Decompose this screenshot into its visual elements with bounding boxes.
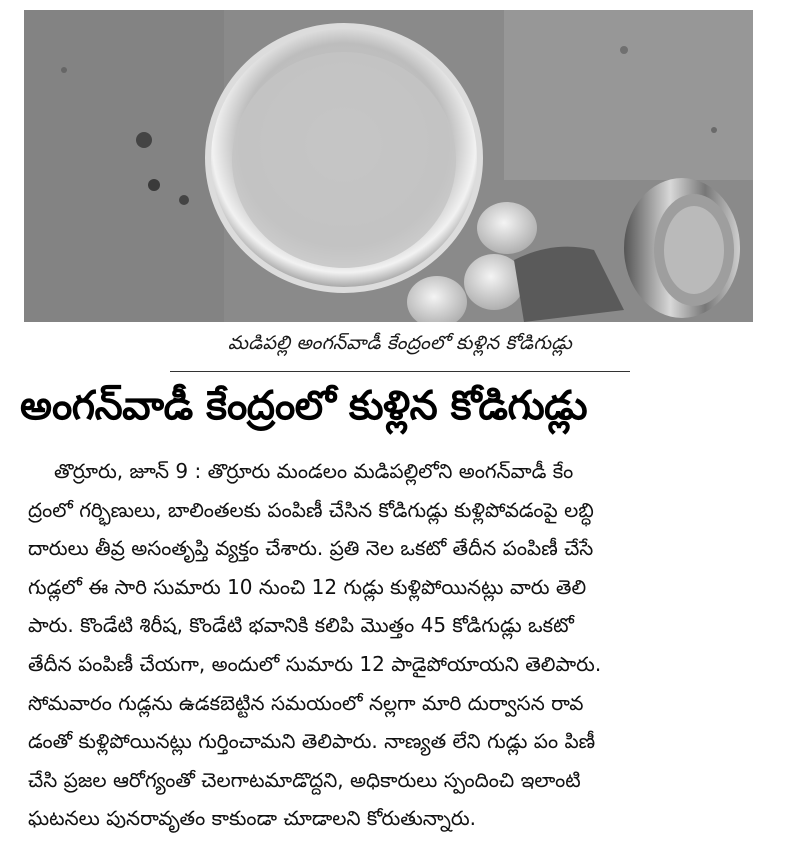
article-line: డంతో కుళ్లిపోయినట్లు గుర్తించామని తెలిపారు. నాణ్యత లేని గుడ్లు పం పిణీ (28, 729, 596, 754)
article-line: ద్రంలో గర్భిణులు, బాలింతలకు పంపిణీ చేసిన కోడిగుడ్లు కుళ్లిపోవడంపై లబ్ధి (28, 497, 594, 522)
article-line: ఘటనలు పునరావృతం కాకుండా చూడాలని కోరుతున్నారు. (28, 806, 477, 831)
article-line: చేసి ప్రజల ఆరోగ్యంతో చెలగాటమాడొద్దని, అధికారులు స్పందించి ఇలాంటి (28, 767, 581, 792)
caption-divider (170, 371, 630, 372)
news-photo (24, 10, 753, 322)
article-line: దారులు తీవ్ర అసంతృప్తి వ్యక్తం చేశారు. ప్రతి నెల ఒకటో తేదీన పంపిణీ చేసే (28, 536, 594, 561)
photo-caption: మడిపల్లి అంగన్‌వాడీ కేంద్రంలో కుళ్లిన కోడిగుడ్లు (227, 332, 573, 354)
plate-eggs-illustration (24, 10, 753, 322)
article-line: తొర్రూరు, జూన్‌ 9 : తొర్రూరు మండలం మడిపల్లిలోని అంగన్‌వాడీ కేం (54, 459, 574, 483)
article-headline: అంగన్‌వాడీ కేంద్రంలో కుళ్లిన కోడిగుడ్లు (20, 383, 588, 429)
article-line: తేదీన పంపిణీ చేయగా, అందులో సుమారు 12 పాడైపోయాయని తెలిపారు. (28, 651, 602, 676)
article-line: పారు. కొండేటి శిరీష, కొండేటి భవానికి కలిపి మొత్తం 45 కోడిగుడ్లు ఒకటో (28, 613, 574, 638)
article-body (28, 452, 778, 838)
article-line: సోమవారం గుడ్లను ఉడకబెట్టిన సమయంలో నల్లగా మారి దుర్వాసన రావ (28, 690, 584, 715)
article-line: గుడ్లలో ఈ సారి సుమారు 10 నుంచి 12 గుడ్లు కుళ్లిపోయినట్లు వారు తెలి (28, 574, 587, 599)
